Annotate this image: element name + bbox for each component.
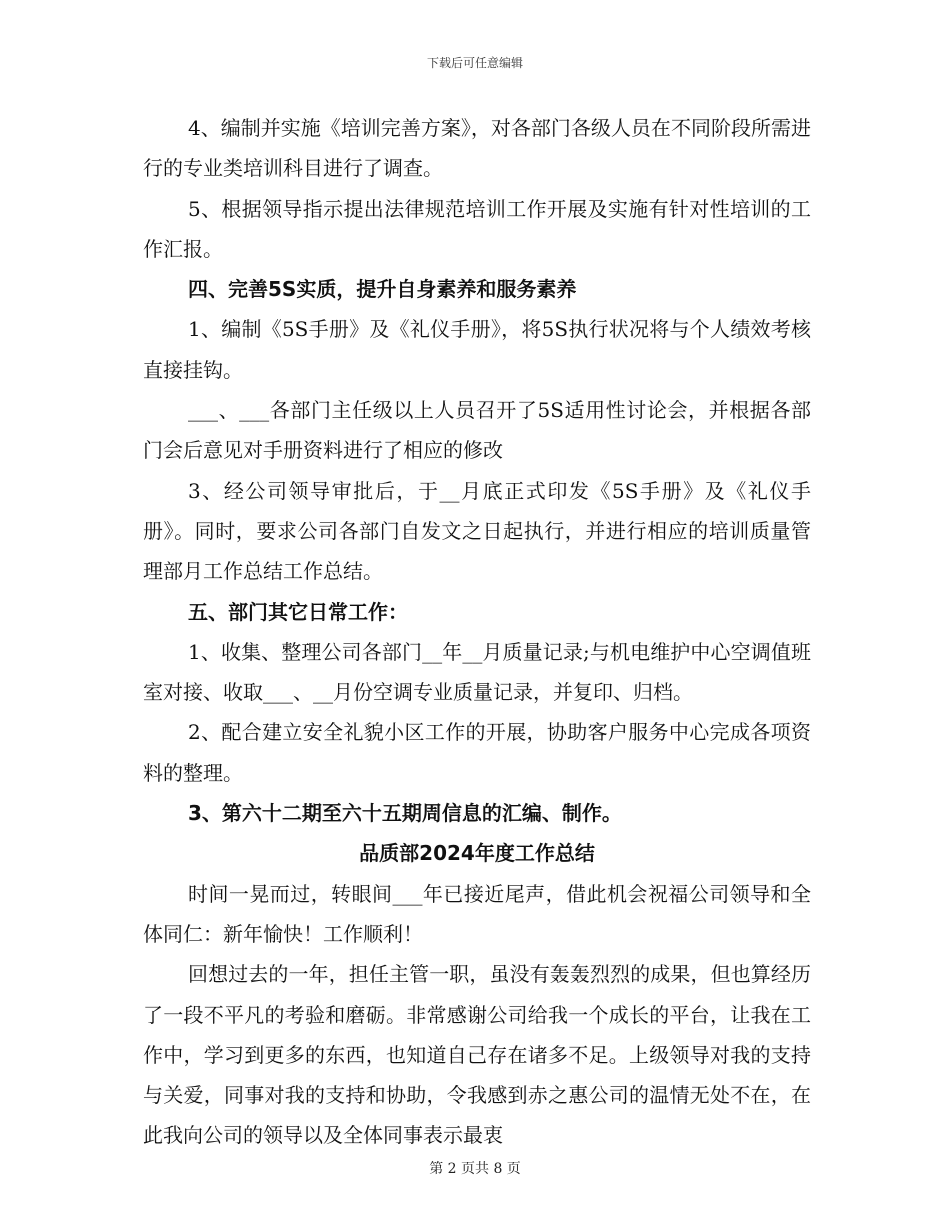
paragraph-legal-training: 5、根据领导指示提出法律规范培训工作开展及实施有针对性培训的工作汇报。 [143,196,811,261]
paragraph-greeting: 时间一晃而过，转眼间___年已接近尾声，借此机会祝福公司领导和全体同仁：新年愉快！工作顺利！ [143,881,811,946]
paragraph-quality-records: 1、收集、整理公司各部门__年__月质量记录;与机电维护中心空调值班室对接、收取___、__月份空调专业质量记录，并复印、归档。 [143,639,811,705]
paragraph-5s-issue: 3、经公司领导审批后，于__月底正式印发《5S手册》及《礼仪手册》。同时，要求公司各部门自发文之日起执行，并进行相应的培训质量管理部月工作总结工作总结。 [143,478,811,584]
page-number: 第 2 页共 8 页 [429,1161,521,1177]
section-heading-daily-work: 五、部门其它日常工作： [188,599,408,624]
document-title: 品质部2024年度工作总结 [359,841,595,866]
header-note: 下载后可任意编辑 [426,56,523,70]
section-heading-5s: 四、完善5S实质，提升自身素养和服务素养 [188,277,577,302]
paragraph-safety-community: 2、配合建立安全礼貌小区工作的开展，协助客户服务中心完成各项资料的整理。 [143,720,811,785]
paragraph-weekly-info: 3、第六十二期至六十五期周信息的汇编、制作。 [188,801,622,826]
paragraph-5s-manual: 1、编制《5S手册》及《礼仪手册》，将5S执行状况将与个人绩效考核直接挂钩。 [143,317,811,382]
paragraph-5s-meeting: ___、___各部门主任级以上人员召开了5S适用性讨论会，并根据各部门会后意见对手册资料进行了相应的修改 [143,398,811,463]
paragraph-training-plan: 4、编制并实施《培训完善方案》，对各部门各级人员在不同阶段所需进行的专业类培训科目进行了调查。 [143,116,811,181]
paragraph-review: 回想过去的一年，担任主管一职，虽没有轰轰烈烈的成果，但也算经历了一段不平凡的考验和磨砺。非常感谢公司给我一个成长的平台，让我在工作中，学习到更多的东西，也知道自己存在诸多不足。上级领导对我的支持与关爱，同事对我的支持和协助，令我感到赤之惠公司的温情无处不在，在此我向公司的领导以及全体同事表示最衷 [143,962,811,1148]
document-body [143,108,811,1156]
